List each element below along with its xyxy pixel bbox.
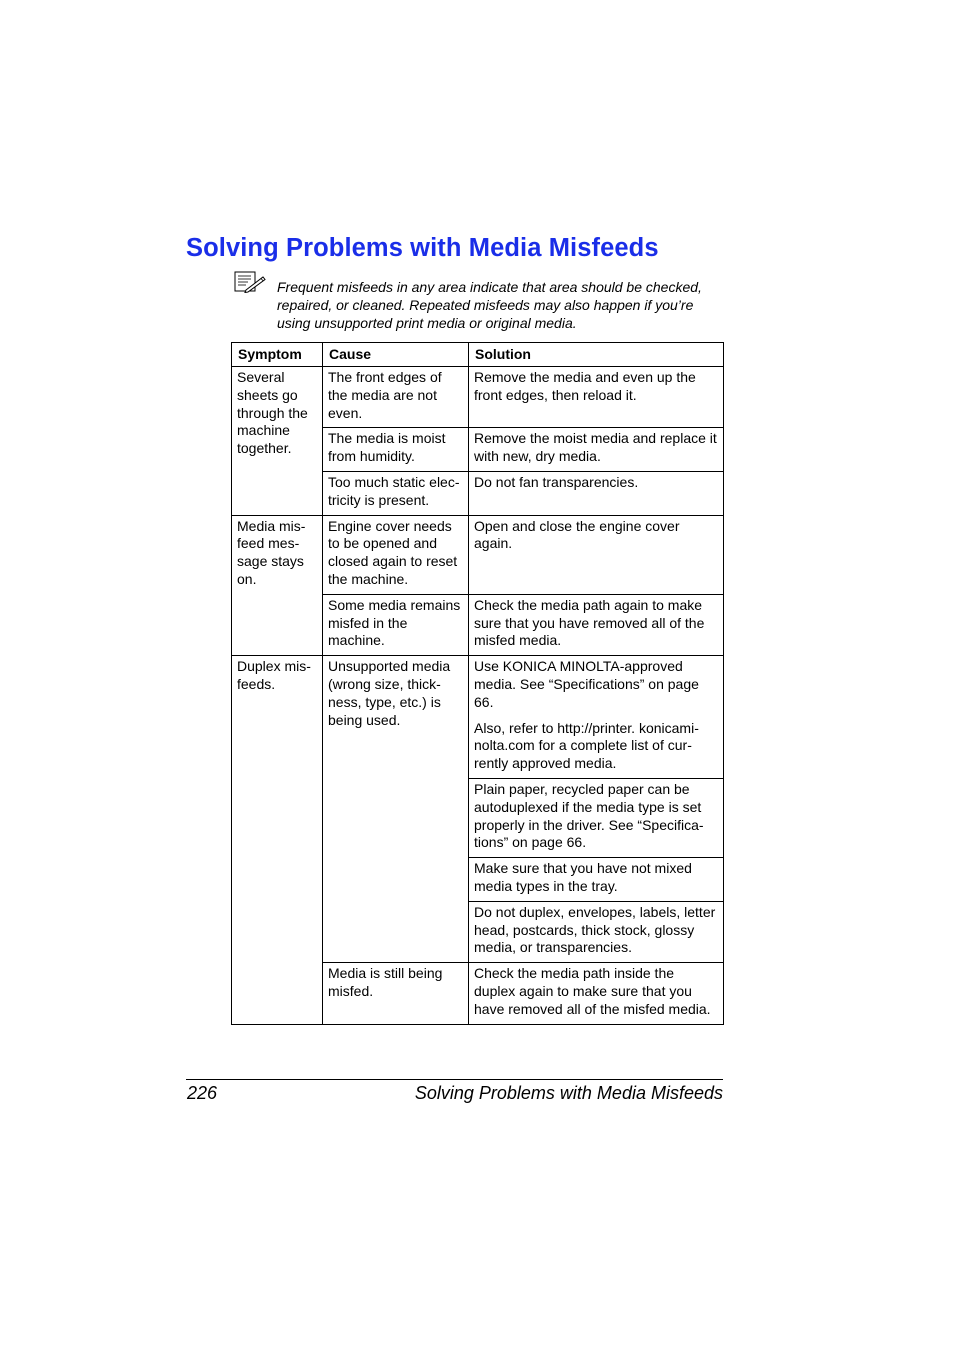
symptom-cell: Duplex mis-feeds.: [232, 656, 323, 1024]
solution-text: Use KONICA MINOLTA-approved media. See “Specifications” on page 66.: [474, 658, 699, 710]
solution-cell: [469, 428, 724, 472]
solution-text: Open and close the engine cover again.: [474, 517, 680, 552]
solution-text: Do not duplex, envelopes, labels, letter head, postcards, thick stock, glossy media, or transparencies.: [474, 903, 716, 956]
solution-cell: [469, 594, 724, 655]
solution-text: Remove the moist media and replace it with new, dry media.: [474, 430, 717, 465]
running-title: Solving Problems with Media Misfeeds: [414, 1083, 723, 1103]
symptom-cell: Several sheets go through the machine together.: [232, 367, 323, 516]
note-text: Frequent misfeeds in any area indicate that area should be checked, repaired, or cleaned. Repeated misfeeds may also happen if you’re using unsupported print media or original media.: [277, 279, 702, 331]
solution-cell: [469, 471, 724, 515]
solution-cell: [469, 778, 724, 857]
cause-cell: Too much static elec-tricity is present.: [323, 471, 469, 515]
misfeed-troubleshooting-table: [231, 342, 724, 1025]
column-header-cause: Cause: [323, 343, 469, 367]
solution-cell: [469, 901, 724, 962]
solution-text: Check the media path inside the duplex again to make sure that you have removed all of the misfed media.: [474, 965, 711, 1017]
symptom-cell: Media mis-feed mes-sage stays on.: [232, 515, 323, 656]
page-title: Solving Problems with Media Misfeeds: [186, 234, 659, 262]
table-row: [232, 515, 724, 594]
cause-cell: Engine cover needs to be opened and closed again to reset the machine.: [323, 515, 469, 594]
table-header-row: [232, 343, 724, 367]
cause-cell: Media is still being misfed.: [323, 963, 469, 1024]
table-row: [232, 656, 724, 779]
solution-cell: [469, 963, 724, 1024]
page-number: 226: [187, 1083, 218, 1103]
solution-text: Do not fan transparencies.: [474, 473, 639, 490]
solution-text: Also, refer to http://printer. konicami-nolta.com for a complete list of cur-rently approved media.: [474, 719, 699, 772]
cause-cell: The media is moist from humidity.: [323, 428, 469, 472]
footer-rule: [186, 1079, 723, 1080]
solution-text: Plain paper, recycled paper can be autoduplexed if the media type is set properly in the driver. See “Specifica-tions” on page 66.: [474, 780, 704, 851]
solution-text: Check the media path again to make sure that you have removed all of the misfed media.: [474, 596, 705, 649]
column-header-solution: Solution: [469, 343, 724, 367]
solution-cell: [469, 515, 724, 594]
cause-cell: Some media remains misfed in the machine.: [323, 594, 469, 655]
note-pencil-icon: [234, 271, 266, 293]
cause-cell: The front edges of the media are not even.: [323, 367, 469, 428]
column-header-symptom: Symptom: [232, 343, 323, 367]
solution-cell: [469, 367, 724, 428]
solution-cell: [469, 656, 724, 779]
cause-cell: Unsupported media (wrong size, thick-ness, type, etc.) is being used.: [323, 656, 469, 963]
solution-text: Remove the media and even up the front edges, then reload it.: [474, 369, 696, 403]
solution-text: Make sure that you have not mixed media types in the tray.: [474, 860, 692, 894]
table-row: [232, 367, 724, 428]
solution-cell: [469, 858, 724, 902]
